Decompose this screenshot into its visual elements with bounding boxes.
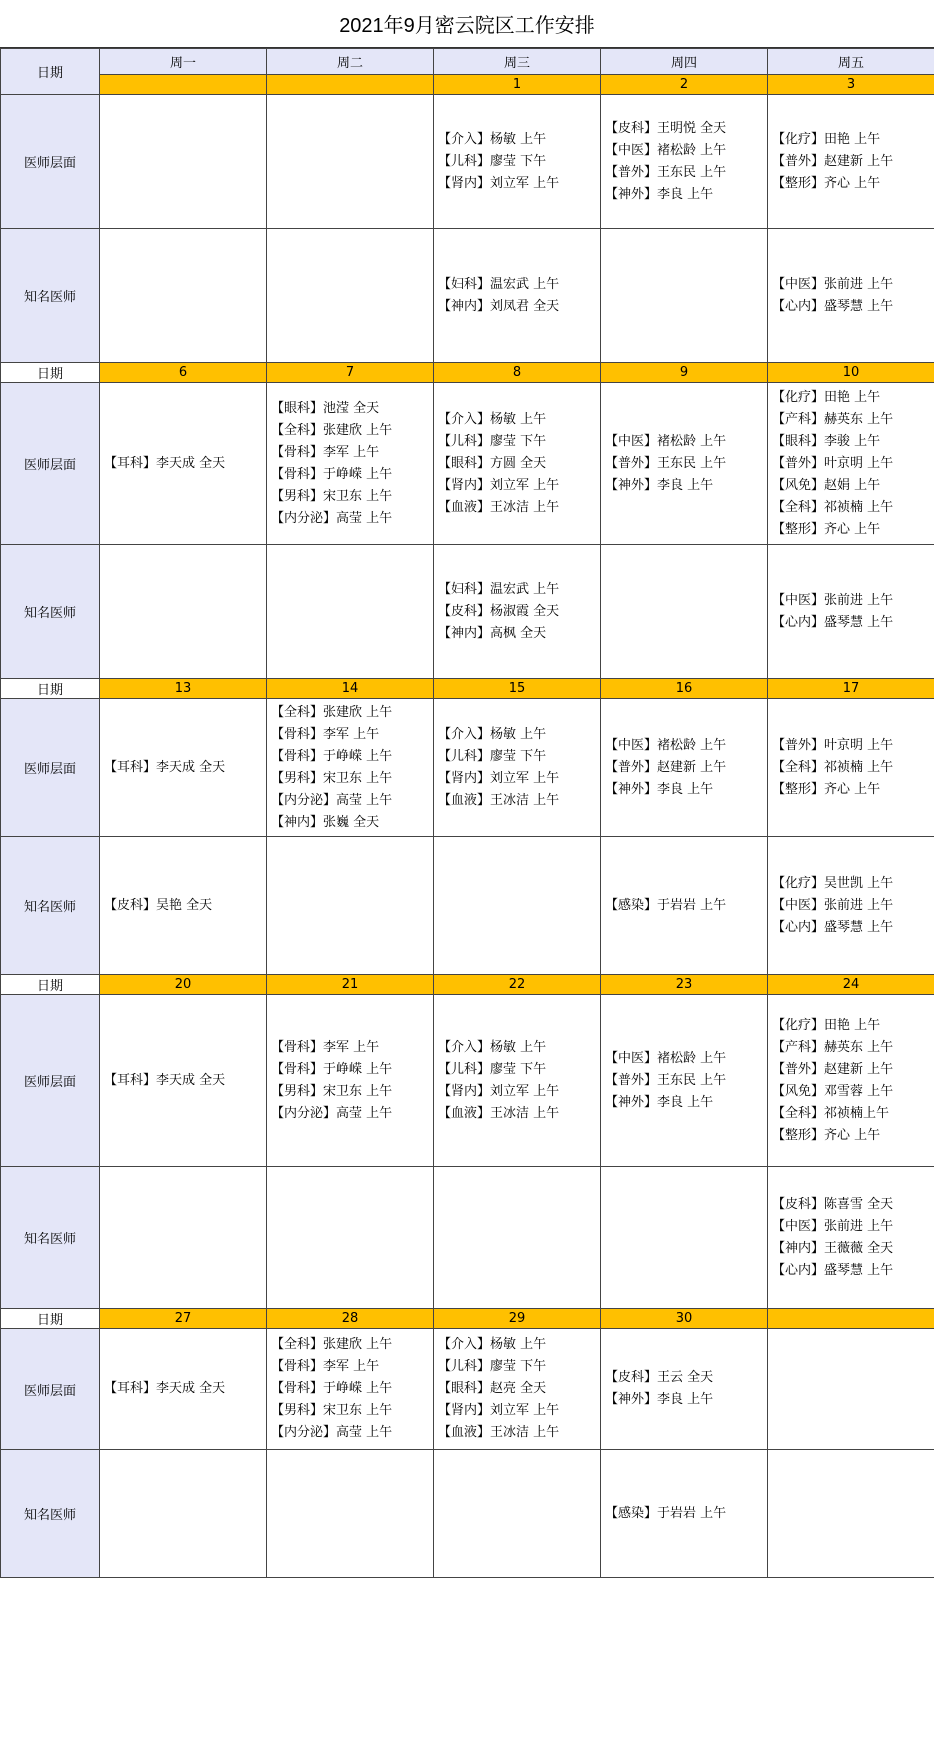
schedule-row	[1, 383, 934, 545]
doctor-entry: 【普外】叶京明 上午	[772, 455, 894, 471]
row-label: 医师层面	[1, 383, 100, 545]
schedule-cell	[434, 545, 601, 679]
row-label: 知名医师	[1, 1450, 100, 1578]
doctor-entry: 【骨科】李军 上午	[271, 1039, 380, 1055]
schedule-cell	[434, 383, 601, 545]
schedule-cell	[267, 229, 434, 363]
schedule-cell	[100, 95, 267, 229]
doctor-entry: 【眼科】方圆 全天	[438, 455, 547, 471]
doctor-entry: 【皮科】吴艳 全天	[104, 897, 213, 913]
weekday-header: 周四	[601, 49, 768, 75]
doctor-entry: 【化疗】吴世凯 上午	[772, 875, 894, 891]
row-label: 医师层面	[1, 95, 100, 229]
doctor-entry: 【骨科】李军 上午	[271, 726, 380, 742]
doctor-entry: 【男科】宋卫东 上午	[271, 488, 393, 504]
doctor-entry: 【整形】齐心 上午	[772, 781, 881, 797]
doctor-entry: 【皮科】杨淑霞 全天	[438, 603, 560, 619]
doctor-entry: 【中医】褚松龄 上午	[605, 433, 727, 449]
doctor-entry: 【眼科】赵亮 全天	[438, 1381, 547, 1396]
schedule-cell	[434, 1329, 601, 1450]
doctor-entry: 【血液】王冰洁 上午	[438, 499, 560, 515]
date-cell: 9	[601, 363, 768, 383]
doctor-entry: 【儿科】廖莹 下午	[438, 153, 547, 169]
doctor-entry: 【妇科】温宏武 上午	[438, 276, 560, 292]
doctor-entry: 【神外】李良 上午	[605, 477, 714, 493]
doctor-entry: 【耳科】李天成 全天	[104, 455, 226, 471]
row-label: 知名医师	[1, 837, 100, 975]
row-label: 知名医师	[1, 545, 100, 679]
date-cell	[768, 1309, 934, 1329]
doctor-entry: 【介入】杨敏 上午	[438, 131, 547, 147]
schedule-cell	[768, 699, 934, 837]
date-label: 日期	[1, 1309, 100, 1329]
date-cell: 3	[768, 75, 934, 95]
doctor-entry: 【儿科】廖莹 下午	[438, 748, 547, 764]
doctor-entry: 【介入】杨敏 上午	[438, 1039, 547, 1055]
weekday-header: 周三	[434, 49, 601, 75]
doctor-entry: 【神内】高枫 全天	[438, 625, 547, 641]
schedule-cell	[267, 699, 434, 837]
doctor-entry: 【男科】宋卫东 上午	[271, 770, 393, 786]
doctor-entry: 【风免】邓雪蓉 上午	[772, 1083, 894, 1099]
doctor-entry: 【整形】齐心 上午	[772, 1127, 881, 1143]
doctor-entry: 【普外】王东民 上午	[605, 455, 727, 471]
doctor-entry: 【肾内】刘立军 上午	[438, 770, 560, 786]
schedule-cell	[601, 95, 768, 229]
schedule-cell	[267, 95, 434, 229]
doctor-entry: 【中医】张前进 上午	[772, 592, 894, 608]
schedule-cell	[434, 95, 601, 229]
schedule-row	[1, 1450, 934, 1578]
doctor-entry: 【皮科】王明悦 全天	[605, 120, 727, 136]
row-label: 知名医师	[1, 1167, 100, 1309]
date-cell	[100, 75, 267, 95]
doctor-entry: 【骨科】于峥嵘 上午	[271, 466, 393, 482]
schedule-cell	[601, 1450, 768, 1578]
doctor-entry: 【神内】张巍 全天	[271, 814, 380, 830]
schedule-cell	[768, 383, 934, 545]
doctor-entry: 【内分泌】高莹 上午	[271, 510, 393, 526]
schedule-cell	[100, 1450, 267, 1578]
doctor-entry: 【介入】杨敏 上午	[438, 411, 547, 427]
schedule-cell	[768, 95, 934, 229]
doctor-entry: 【肾内】刘立军 上午	[438, 477, 560, 493]
doctor-entry: 【耳科】李天成 全天	[104, 1072, 226, 1088]
schedule-row	[1, 545, 934, 679]
doctor-entry: 【感染】于岩岩 上午	[605, 897, 727, 913]
schedule-cell	[601, 1329, 768, 1450]
row-label: 医师层面	[1, 995, 100, 1167]
date-label: 日期	[1, 363, 100, 383]
doctor-entry: 【儿科】廖莹 下午	[438, 1359, 547, 1374]
schedule-cell	[434, 995, 601, 1167]
schedule-cell	[267, 383, 434, 545]
doctor-entry: 【心内】盛琴慧 上午	[772, 298, 894, 314]
doctor-entry: 【普外】赵建新 上午	[772, 153, 894, 169]
weekday-header: 周二	[267, 49, 434, 75]
date-cell: 22	[434, 975, 601, 995]
doctor-entry: 【全科】祁祯楠上午	[772, 1105, 890, 1121]
schedule-row	[1, 699, 934, 837]
doctor-entry: 【中医】张前进 上午	[772, 897, 894, 913]
schedule-cell	[267, 545, 434, 679]
schedule-cell	[601, 837, 768, 975]
date-cell: 2	[601, 75, 768, 95]
date-cell: 8	[434, 363, 601, 383]
date-cell: 28	[267, 1309, 434, 1329]
doctor-entry: 【血液】王冰洁 上午	[438, 792, 560, 808]
doctor-entry: 【整形】齐心 上午	[772, 521, 881, 537]
doctor-entry: 【骨科】于峥嵘 上午	[271, 1061, 393, 1077]
schedule-cell	[100, 995, 267, 1167]
schedule-row	[1, 1329, 934, 1450]
doctor-entry: 【骨科】于峥嵘 上午	[271, 748, 393, 764]
schedule-cell	[100, 383, 267, 545]
schedule-cell	[768, 837, 934, 975]
schedule-cell	[267, 995, 434, 1167]
doctor-entry: 【神外】李良 上午	[605, 781, 714, 797]
doctor-entry: 【中医】张前进 上午	[772, 276, 894, 292]
schedule-cell	[434, 1167, 601, 1309]
schedule-cell	[434, 837, 601, 975]
date-cell: 23	[601, 975, 768, 995]
doctor-entry: 【产科】赫英东 上午	[772, 411, 894, 427]
doctor-entry: 【血液】王冰洁 上午	[438, 1425, 560, 1440]
doctor-entry: 【皮科】王云 全天	[605, 1370, 714, 1385]
doctor-entry: 【皮科】陈喜雪 全天	[772, 1196, 894, 1212]
schedule-cell	[100, 229, 267, 363]
schedule-cell	[768, 995, 934, 1167]
page-title: 2021年9月密云院区工作安排	[0, 0, 934, 48]
date-cell: 7	[267, 363, 434, 383]
doctor-entry: 【内分泌】高莹 上午	[271, 792, 393, 808]
schedule-cell	[768, 1167, 934, 1309]
doctor-entry: 【心内】盛琴慧 上午	[772, 919, 894, 935]
doctor-entry: 【全科】祁祯楠 上午	[772, 759, 894, 775]
schedule-table	[0, 48, 934, 1578]
date-cell: 27	[100, 1309, 267, 1329]
doctor-entry: 【普外】叶京明 上午	[772, 737, 894, 753]
doctor-entry: 【血液】王冰洁 上午	[438, 1105, 560, 1121]
row-label: 医师层面	[1, 1329, 100, 1450]
schedule-cell	[768, 1329, 934, 1450]
doctor-entry: 【神外】李良 上午	[605, 186, 714, 202]
date-row	[1, 75, 934, 95]
doctor-entry: 【全科】张建欣 上午	[271, 704, 393, 720]
date-label: 日期	[1, 679, 100, 699]
schedule-cell	[100, 699, 267, 837]
doctor-entry: 【心内】盛琴慧 上午	[772, 1262, 894, 1278]
doctor-entry: 【全科】祁祯楠 上午	[772, 499, 894, 515]
doctor-entry: 【内分泌】高莹 上午	[271, 1425, 393, 1440]
schedule-cell	[601, 699, 768, 837]
doctor-entry: 【化疗】田艳 上午	[772, 389, 881, 405]
doctor-entry: 【儿科】廖莹 下午	[438, 1061, 547, 1077]
doctor-entry: 【化疗】田艳 上午	[772, 1017, 881, 1033]
doctor-entry: 【男科】宋卫东 上午	[271, 1403, 393, 1418]
date-cell: 14	[267, 679, 434, 699]
doctor-entry: 【全科】张建欣 上午	[271, 1337, 393, 1352]
doctor-entry: 【中医】张前进 上午	[772, 1218, 894, 1234]
doctor-entry: 【肾内】刘立军 上午	[438, 175, 560, 191]
row-label: 医师层面	[1, 699, 100, 837]
doctor-entry: 【心内】盛琴慧 上午	[772, 614, 894, 630]
date-cell: 6	[100, 363, 267, 383]
schedule-cell	[267, 837, 434, 975]
doctor-entry: 【骨科】李军 上午	[271, 1359, 380, 1374]
date-cell: 24	[768, 975, 934, 995]
date-label: 日期	[1, 975, 100, 995]
date-cell: 17	[768, 679, 934, 699]
doctor-entry: 【妇科】温宏武 上午	[438, 581, 560, 597]
schedule-cell	[267, 1167, 434, 1309]
date-cell: 20	[100, 975, 267, 995]
schedule-row	[1, 995, 934, 1167]
doctor-entry: 【内分泌】高莹 上午	[271, 1105, 393, 1121]
date-cell: 29	[434, 1309, 601, 1329]
schedule-cell	[434, 229, 601, 363]
schedule-row	[1, 1167, 934, 1309]
schedule-cell	[100, 1167, 267, 1309]
doctor-entry: 【普外】王东民 上午	[605, 1072, 727, 1088]
doctor-entry: 【产科】赫英东 上午	[772, 1039, 894, 1055]
doctor-entry: 【男科】宋卫东 上午	[271, 1083, 393, 1099]
schedule-cell	[768, 1450, 934, 1578]
date-row	[1, 975, 934, 995]
doctor-entry: 【普外】王东民 上午	[605, 164, 727, 180]
schedule-cell	[267, 1450, 434, 1578]
date-row	[1, 363, 934, 383]
date-cell: 30	[601, 1309, 768, 1329]
doctor-entry: 【骨科】李军 上午	[271, 444, 380, 460]
doctor-entry: 【中医】褚松龄 上午	[605, 737, 727, 753]
doctor-entry: 【普外】赵建新 上午	[772, 1061, 894, 1077]
date-label: 日期	[1, 49, 100, 95]
date-row	[1, 49, 934, 75]
schedule-cell	[434, 1450, 601, 1578]
date-cell: 13	[100, 679, 267, 699]
doctor-entry: 【感染】于岩岩 上午	[605, 1505, 727, 1521]
doctor-entry: 【介入】杨敏 上午	[438, 1337, 547, 1352]
date-cell: 21	[267, 975, 434, 995]
schedule-cell	[601, 383, 768, 545]
schedule-row	[1, 229, 934, 363]
schedule-cell	[100, 545, 267, 679]
schedule-cell	[768, 545, 934, 679]
row-label: 知名医师	[1, 229, 100, 363]
doctor-entry: 【骨科】于峥嵘 上午	[271, 1381, 393, 1396]
schedule-row	[1, 95, 934, 229]
doctor-entry: 【中医】褚松龄 上午	[605, 142, 727, 158]
doctor-entry: 【神内】王薇薇 全天	[772, 1240, 894, 1256]
doctor-entry: 【风免】赵娟 上午	[772, 477, 881, 493]
schedule-cell	[100, 1329, 267, 1450]
weekday-header: 周五	[768, 49, 934, 75]
date-cell: 15	[434, 679, 601, 699]
doctor-entry: 【神外】李良 上午	[605, 1392, 714, 1407]
schedule-cell	[601, 229, 768, 363]
date-cell: 1	[434, 75, 601, 95]
schedule-cell	[601, 1167, 768, 1309]
doctor-entry: 【眼科】池滢 全天	[271, 400, 380, 416]
doctor-entry: 【肾内】刘立军 上午	[438, 1403, 560, 1418]
doctor-entry: 【眼科】李骏 上午	[772, 433, 881, 449]
doctor-entry: 【普外】赵建新 上午	[605, 759, 727, 775]
doctor-entry: 【肾内】刘立军 上午	[438, 1083, 560, 1099]
doctor-entry: 【化疗】田艳 上午	[772, 131, 881, 147]
schedule-cell	[434, 699, 601, 837]
doctor-entry: 【耳科】李天成 全天	[104, 759, 226, 775]
doctor-entry: 【儿科】廖莹 下午	[438, 433, 547, 449]
schedule-cell	[601, 995, 768, 1167]
schedule-cell	[768, 229, 934, 363]
doctor-entry: 【整形】齐心 上午	[772, 175, 881, 191]
doctor-entry: 【介入】杨敏 上午	[438, 726, 547, 742]
schedule-cell	[601, 545, 768, 679]
date-row	[1, 679, 934, 699]
date-cell: 16	[601, 679, 768, 699]
date-cell: 10	[768, 363, 934, 383]
date-row	[1, 1309, 934, 1329]
schedule-cell	[267, 1329, 434, 1450]
doctor-entry: 【中医】褚松龄 上午	[605, 1050, 727, 1066]
doctor-entry: 【神内】刘凤君 全天	[438, 298, 560, 314]
weekday-header: 周一	[100, 49, 267, 75]
doctor-entry: 【耳科】李天成 全天	[104, 1381, 226, 1396]
schedule-cell	[100, 837, 267, 975]
doctor-entry: 【神外】李良 上午	[605, 1094, 714, 1110]
doctor-entry: 【全科】张建欣 上午	[271, 422, 393, 438]
date-cell	[267, 75, 434, 95]
schedule-row	[1, 837, 934, 975]
